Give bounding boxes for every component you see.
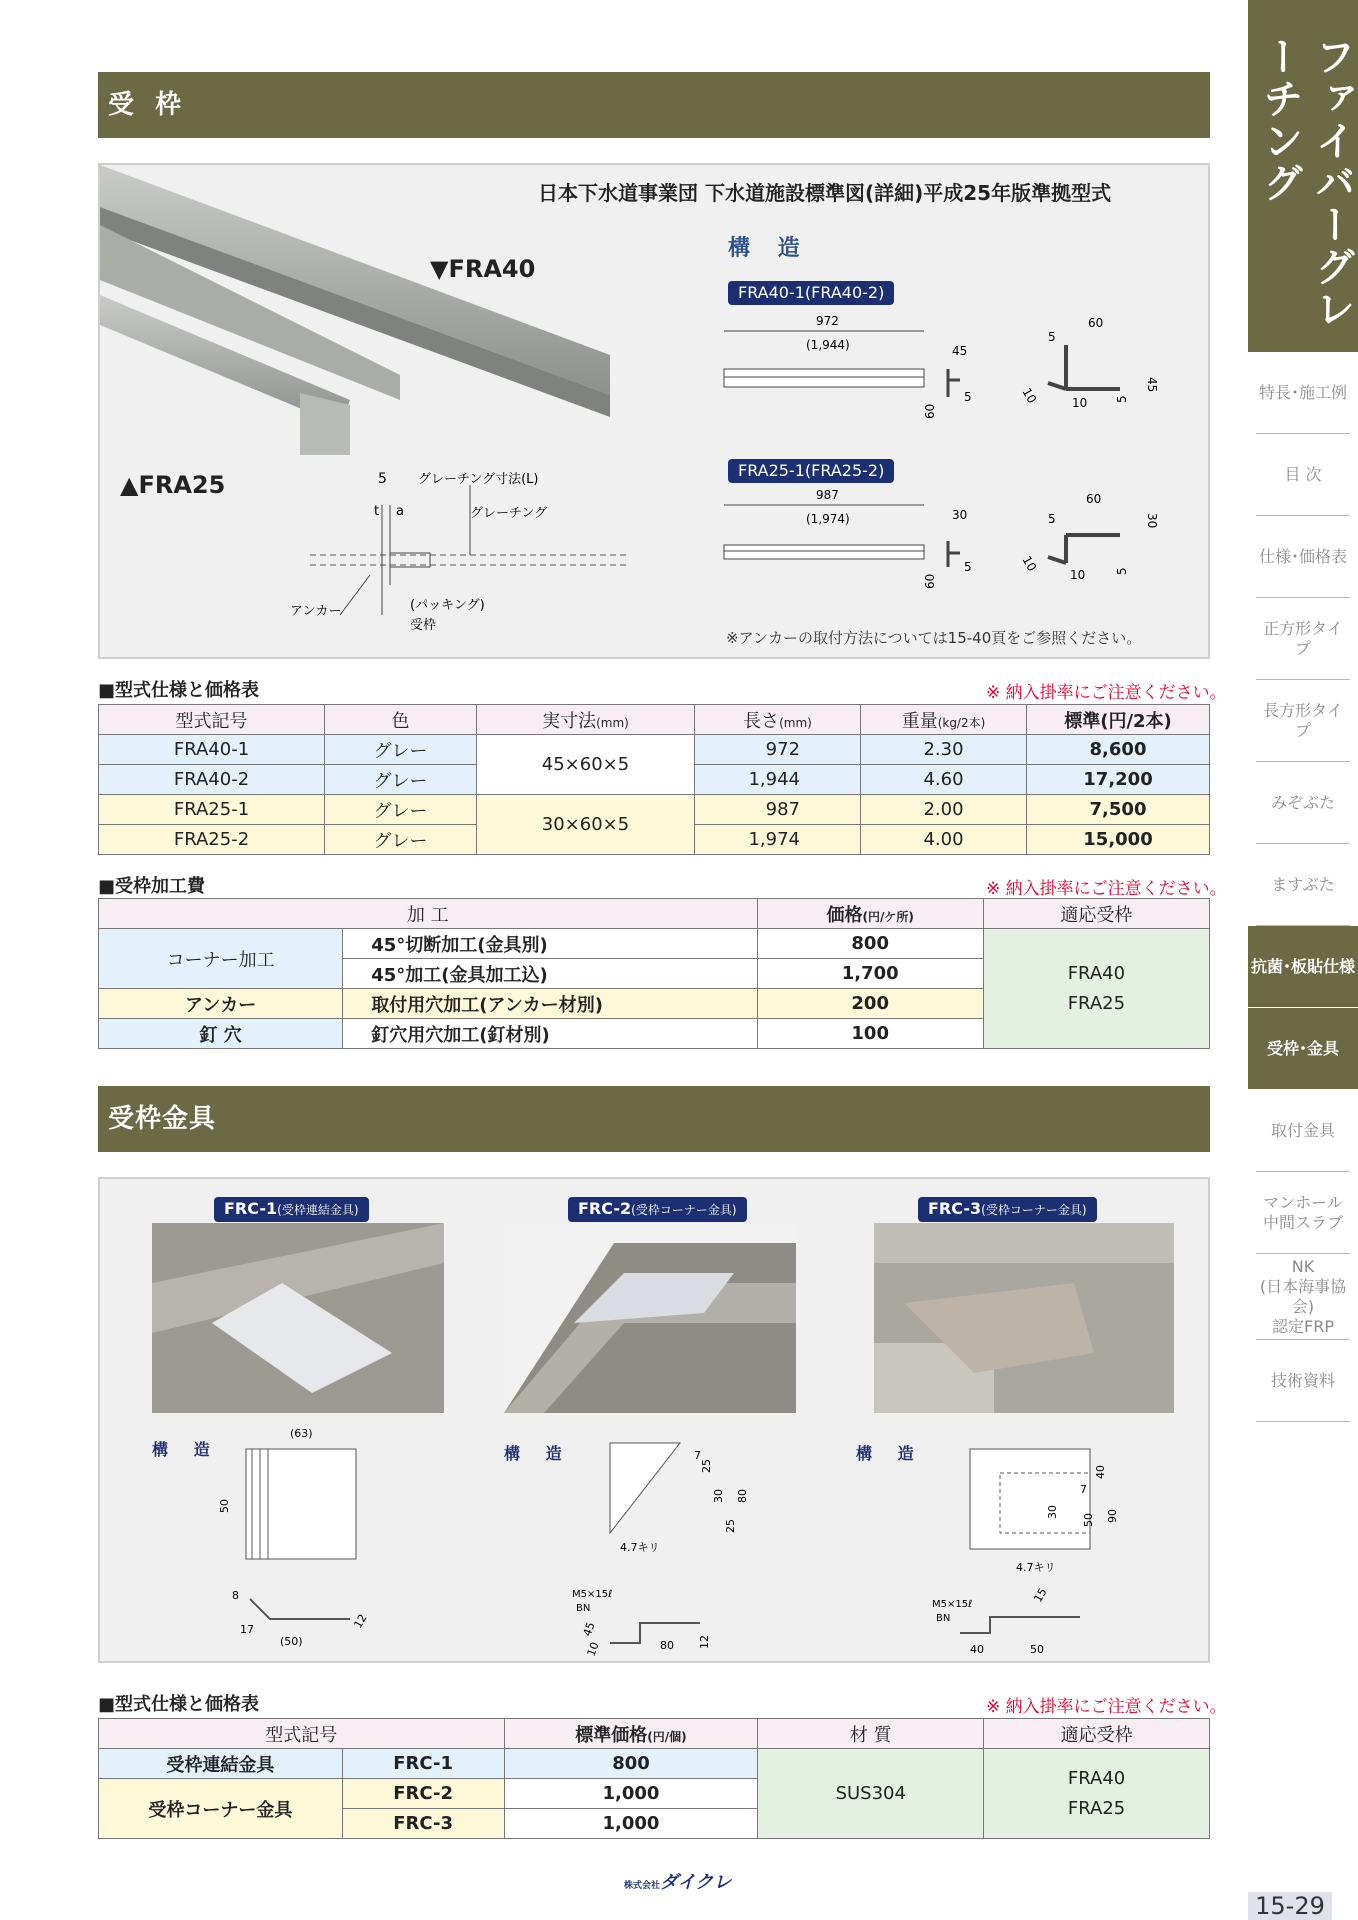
svg-text:10: 10 (1019, 385, 1040, 406)
fra25-structure-label: FRA25-1(FRA25-2) (728, 459, 894, 483)
table-row: FRA25-2 グレー 1,974 4.00 15,000 (99, 825, 1210, 855)
frc2-structure-drawing (570, 1423, 810, 1659)
sidebar-item-rectangle-type[interactable]: 長方形タイプ (1256, 680, 1350, 762)
svg-text:30: 30 (952, 508, 968, 522)
svg-text:5: 5 (964, 390, 972, 404)
svg-text:t: t (374, 504, 380, 519)
frc3-photo (874, 1223, 1174, 1413)
frc2-label: FRC-2(受枠コーナー金具) (568, 1197, 747, 1222)
svg-text:受枠: 受枠 (410, 618, 437, 633)
frame-structure-panel (98, 163, 1210, 659)
frc3-structure-drawing (930, 1423, 1200, 1659)
frc1-label: FRC-1(受枠連結金具) (214, 1197, 369, 1222)
svg-text:60: 60 (923, 573, 937, 589)
svg-text:(63): (63) (290, 1427, 313, 1440)
sidebar-item-manhole-slab[interactable]: マンホール 中間スラブ (1256, 1172, 1350, 1254)
section-title-frame: 受 枠 (98, 72, 1210, 138)
svg-text:10: 10 (1070, 568, 1086, 582)
svg-text:(パッキング): (パッキング) (410, 598, 485, 613)
svg-text:30: 30 (1145, 513, 1159, 529)
fitting-spec-heading: ■型式仕様と価格表 (98, 1694, 260, 1715)
frc3-label: FRC-3(受枠コーナー金具) (918, 1197, 1097, 1222)
svg-text:987: 987 (816, 488, 839, 502)
svg-text:M5×15ℓ: M5×15ℓ (572, 1589, 613, 1600)
col-price: 価格(円/ケ所) (757, 899, 983, 929)
table-row: FRC-3 1,000 (99, 1809, 1210, 1839)
col-standard-price: 標準価格(円/個) (504, 1719, 758, 1749)
svg-text:5: 5 (378, 471, 387, 487)
rate-warning-2: ※ 納入掛率にご注意ください。 (986, 879, 1227, 899)
rate-warning: ※ 納入掛率にご注意ください。 (986, 683, 1227, 703)
svg-text:アンカー: アンカー (290, 604, 342, 619)
sidebar-title-block (1248, 0, 1358, 352)
frc3-structure-heading: 構 造 (856, 1444, 924, 1463)
standard-reference-text: 日本下水道事業団 下水道施設標準図(詳細)平成25年版準拠型式 (538, 181, 1112, 205)
svg-text:5: 5 (964, 560, 972, 574)
svg-text:45: 45 (580, 1620, 598, 1639)
svg-text:25: 25 (700, 1459, 713, 1473)
fitting-spec-table (98, 1718, 1210, 1839)
svg-text:グレーチング寸法(L): グレーチング寸法(L) (418, 472, 539, 487)
table-row: 受枠連結金具 FRC-1 800 SUS304 FRA40 FRA25 (99, 1749, 1210, 1779)
fra40-structure-drawing (720, 305, 1190, 425)
frc2-structure-heading: 構 造 (504, 1444, 572, 1463)
fra25-photo-label: ▲FRA25 (120, 471, 226, 499)
col-dimensions: 実寸法(mm) (477, 705, 695, 735)
frame-spec-table (98, 704, 1210, 855)
svg-text:90: 90 (1106, 1509, 1119, 1523)
frc1-structure-drawing (210, 1423, 450, 1663)
frc1-structure-heading: 構 造 (152, 1440, 220, 1459)
fra25-structure-drawing (720, 483, 1190, 603)
svg-text:5: 5 (1048, 512, 1056, 526)
table-row: FRA40-1 グレー 45×60×5 972 2.30 8,600 (99, 735, 1210, 765)
fra40-photo-label: ▼FRA40 (430, 255, 536, 283)
fittings-panel (98, 1177, 1210, 1663)
company-logo: 株式会社ダイクレ (624, 1872, 732, 1893)
svg-text:5: 5 (1115, 567, 1129, 575)
svg-text:60: 60 (1088, 316, 1104, 330)
col-material: 材 質 (758, 1719, 984, 1749)
sidebar-item-basin-cover[interactable]: ますぶた (1256, 844, 1350, 926)
sidebar-item-mounting-fittings[interactable]: 取付金具 (1256, 1090, 1350, 1172)
col-process: 加 工 (99, 899, 758, 929)
table-row: コーナー加工 45°切断加工(金具別) 800 FRA40 FRA25 (99, 929, 1210, 959)
svg-text:30: 30 (712, 1489, 725, 1503)
svg-text:10: 10 (1072, 396, 1088, 410)
svg-text:45: 45 (952, 344, 968, 358)
col-color: 色 (325, 705, 477, 735)
svg-text:4.7キリ: 4.7キリ (620, 1541, 660, 1554)
svg-text:4.7キリ: 4.7キリ (1016, 1561, 1056, 1574)
svg-text:a: a (396, 504, 404, 519)
svg-text:7: 7 (694, 1449, 701, 1462)
table-row: 受枠コーナー金具 FRC-2 1,000 (99, 1779, 1210, 1809)
svg-text:10: 10 (1019, 553, 1040, 574)
svg-text:(1,974): (1,974) (806, 512, 850, 526)
sidebar-item-specs-prices[interactable]: 仕様･価格表 (1256, 516, 1350, 598)
table-row: 釘 穴 釘穴用穴加工(釘材別) 100 (99, 1019, 1210, 1049)
sidebar-item-nk-frp[interactable]: NK (日本海事協会) 認定FRP (1256, 1254, 1350, 1340)
sidebar-item-gutter-cover[interactable]: みぞぶた (1256, 762, 1350, 844)
sidebar-item-features[interactable]: 特長･施工例 (1256, 352, 1350, 434)
svg-text:15: 15 (1031, 1585, 1050, 1605)
processing-cost-heading: ■受枠加工費 (98, 876, 206, 897)
rate-warning-3: ※ 納入掛率にご注意ください。 (986, 1697, 1227, 1717)
page-number: 15-29 (1248, 1892, 1332, 1920)
processing-cost-table (98, 898, 1210, 1049)
svg-text:50: 50 (1082, 1513, 1095, 1527)
svg-text:80: 80 (736, 1489, 749, 1503)
svg-text:8: 8 (232, 1589, 239, 1602)
table-row: 45°加工(金具加工込) 1,700 (99, 959, 1210, 989)
svg-text:5: 5 (1048, 330, 1056, 344)
svg-text:50: 50 (218, 1499, 231, 1513)
svg-text:40: 40 (970, 1643, 984, 1656)
svg-text:BN: BN (576, 1603, 591, 1614)
col-applicable-frame: 適応受枠 (983, 899, 1209, 929)
sidebar-item-antibacterial[interactable]: 抗菌･板貼仕様 (1248, 926, 1358, 1008)
col-model: 型式記号 (99, 705, 325, 735)
sidebar-item-square-type[interactable]: 正方形タイプ (1256, 598, 1350, 680)
col-length: 長さ(mm) (695, 705, 861, 735)
svg-text:10: 10 (584, 1640, 602, 1659)
fra40-structure-label: FRA40-1(FRA40-2) (728, 281, 894, 305)
col-standard-price: 標準(円/2本) (1027, 705, 1210, 735)
svg-text:5: 5 (1115, 395, 1129, 403)
svg-text:45: 45 (1145, 377, 1159, 393)
install-detail-diagram (270, 465, 640, 635)
sidebar-item-technical-docs[interactable]: 技術資料 (1256, 1340, 1350, 1422)
spec-price-heading: ■型式仕様と価格表 (98, 680, 260, 701)
svg-text:40: 40 (1094, 1465, 1107, 1479)
svg-text:12: 12 (351, 1611, 370, 1631)
frc1-photo (152, 1223, 444, 1413)
sidebar-item-contents[interactable]: 目 次 (1256, 434, 1350, 516)
svg-text:30: 30 (1046, 1505, 1059, 1519)
svg-text:M5×15ℓ: M5×15ℓ (932, 1599, 973, 1610)
col-model: 型式記号 (99, 1719, 505, 1749)
svg-text:60: 60 (923, 403, 937, 419)
frc2-photo (504, 1223, 796, 1413)
svg-text:12: 12 (698, 1635, 711, 1649)
svg-text:60: 60 (1086, 492, 1102, 506)
svg-text:BN: BN (936, 1613, 951, 1624)
col-weight: 重量(kg/2本) (861, 705, 1027, 735)
svg-text:グレーチング: グレーチング (470, 506, 548, 521)
sidebar-nav (1248, 352, 1358, 1422)
table-row: FRA40-2 グレー 1,944 4.60 17,200 (99, 765, 1210, 795)
table-row: FRA25-1 グレー 30×60×5 987 2.00 7,500 (99, 795, 1210, 825)
sidebar-item-frame-fittings[interactable]: 受枠･金具 (1248, 1008, 1358, 1090)
svg-text:17: 17 (240, 1623, 254, 1636)
svg-text:25: 25 (724, 1519, 737, 1533)
svg-text:(50): (50) (280, 1635, 303, 1648)
svg-text:50: 50 (1030, 1643, 1044, 1656)
svg-text:(1,944): (1,944) (806, 338, 850, 352)
svg-text:7: 7 (1080, 1483, 1087, 1496)
col-applicable-frame: 適応受枠 (984, 1719, 1210, 1749)
structure-heading: 構 造 (728, 236, 810, 261)
section-title-fittings: 受枠金具 (98, 1086, 1210, 1152)
sidebar-title: ファイバーグレーチング (1257, 36, 1355, 330)
anchor-note: ※アンカーの取付方法については15-40頁をご参照ください。 (726, 629, 1142, 647)
svg-text:972: 972 (816, 314, 839, 328)
frame-photo (100, 165, 620, 465)
svg-text:80: 80 (660, 1639, 674, 1652)
table-row: アンカー 取付用穴加工(アンカー材別) 200 (99, 989, 1210, 1019)
